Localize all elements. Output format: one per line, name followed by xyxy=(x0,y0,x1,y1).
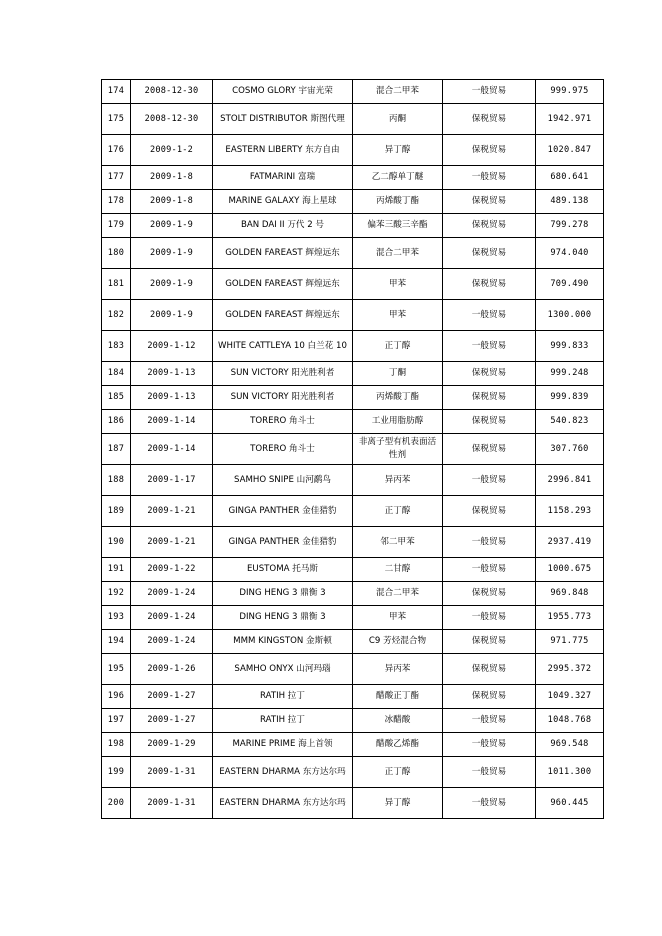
cargo-name-cell: 异丙苯 xyxy=(353,465,443,496)
cargo-name-cell: 甲苯 xyxy=(353,269,443,300)
cargo-name-cell: 丙酮 xyxy=(353,104,443,135)
table-row xyxy=(102,135,604,166)
date-cell: 2008-12-30 xyxy=(131,104,213,135)
row-number-cell: 199 xyxy=(102,757,131,788)
trade-type-cell: 一般贸易 xyxy=(443,80,536,104)
cargo-name-cell: 混合二甲苯 xyxy=(353,238,443,269)
cargo-name-cell: 丙烯酸丁酯 xyxy=(353,386,443,410)
trade-type-cell: 保税贸易 xyxy=(443,630,536,654)
table-row xyxy=(102,709,604,733)
date-cell: 2009-1-17 xyxy=(131,465,213,496)
vessel-name-cell: WHITE CATTLEYA 10 白兰花 10 xyxy=(213,331,353,362)
row-number-cell: 196 xyxy=(102,685,131,709)
row-number-cell: 178 xyxy=(102,190,131,214)
amount-cell: 307.760 xyxy=(536,434,604,465)
date-cell: 2009-1-9 xyxy=(131,238,213,269)
table-row xyxy=(102,434,604,465)
vessel-name-cell: DING HENG 3 鼎衡 3 xyxy=(213,606,353,630)
date-cell: 2009-1-12 xyxy=(131,331,213,362)
date-cell: 2009-1-31 xyxy=(131,788,213,819)
row-number-cell: 176 xyxy=(102,135,131,166)
trade-type-cell: 保税贸易 xyxy=(443,654,536,685)
vessel-name-cell: EASTERN DHARMA 东方达尔玛 xyxy=(213,757,353,788)
vessel-name-cell: DING HENG 3 鼎衡 3 xyxy=(213,582,353,606)
amount-cell: 2996.841 xyxy=(536,465,604,496)
cargo-name-cell: 醋酸乙烯酯 xyxy=(353,733,443,757)
row-number-cell: 200 xyxy=(102,788,131,819)
trade-type-cell: 保税贸易 xyxy=(443,386,536,410)
trade-type-cell: 保税贸易 xyxy=(443,685,536,709)
vessel-name-cell: SUN VICTORY 阳光胜利者 xyxy=(213,362,353,386)
date-cell: 2009-1-21 xyxy=(131,496,213,527)
date-cell: 2009-1-24 xyxy=(131,582,213,606)
table-row xyxy=(102,166,604,190)
cargo-name-cell: 混合二甲苯 xyxy=(353,582,443,606)
table-row xyxy=(102,300,604,331)
vessel-name-cell: SAMHO SNIPE 山河鹬鸟 xyxy=(213,465,353,496)
trade-type-cell: 一般贸易 xyxy=(443,709,536,733)
table-row xyxy=(102,606,604,630)
date-cell: 2009-1-9 xyxy=(131,214,213,238)
amount-cell: 2937.419 xyxy=(536,527,604,558)
trade-type-cell: 保税贸易 xyxy=(443,362,536,386)
cargo-name-cell: 甲苯 xyxy=(353,300,443,331)
row-number-cell: 185 xyxy=(102,386,131,410)
trade-type-cell: 保税贸易 xyxy=(443,135,536,166)
table-row xyxy=(102,386,604,410)
cargo-name-cell: 异丁醇 xyxy=(353,788,443,819)
vessel-name-cell: RATIH 拉丁 xyxy=(213,709,353,733)
row-number-cell: 189 xyxy=(102,496,131,527)
vessel-name-cell: GINGA PANTHER 金佳猎豹 xyxy=(213,527,353,558)
cargo-name-cell: 正丁醇 xyxy=(353,496,443,527)
cargo-name-cell: 甲苯 xyxy=(353,606,443,630)
trade-type-cell: 一般贸易 xyxy=(443,788,536,819)
amount-cell: 969.548 xyxy=(536,733,604,757)
vessel-name-cell: COSMO GLORY 宇宙光荣 xyxy=(213,80,353,104)
trade-type-cell: 一般贸易 xyxy=(443,757,536,788)
table-row xyxy=(102,331,604,362)
vessel-name-cell: SUN VICTORY 阳光胜利者 xyxy=(213,386,353,410)
date-cell: 2009-1-29 xyxy=(131,733,213,757)
table-row xyxy=(102,269,604,300)
cargo-name-cell: 正丁醇 xyxy=(353,757,443,788)
table-row xyxy=(102,733,604,757)
cargo-name-cell: 丁酮 xyxy=(353,362,443,386)
row-number-cell: 195 xyxy=(102,654,131,685)
date-cell: 2009-1-8 xyxy=(131,190,213,214)
cargo-name-cell: 工业用脂肪醇 xyxy=(353,410,443,434)
vessel-name-cell: MARINE PRIME 海上首领 xyxy=(213,733,353,757)
table-row xyxy=(102,757,604,788)
row-number-cell: 192 xyxy=(102,582,131,606)
cargo-name-cell: 醋酸正丁酯 xyxy=(353,685,443,709)
date-cell: 2009-1-14 xyxy=(131,410,213,434)
amount-cell: 1158.293 xyxy=(536,496,604,527)
vessel-name-cell: GOLDEN FAREAST 辉煌远东 xyxy=(213,269,353,300)
date-cell: 2009-1-31 xyxy=(131,757,213,788)
trade-type-cell: 一般贸易 xyxy=(443,733,536,757)
date-cell: 2009-1-2 xyxy=(131,135,213,166)
table-row xyxy=(102,685,604,709)
cargo-name-cell: 异丁醇 xyxy=(353,135,443,166)
date-cell: 2009-1-13 xyxy=(131,386,213,410)
table-row xyxy=(102,788,604,819)
table-row xyxy=(102,410,604,434)
table-row xyxy=(102,104,604,135)
table-row xyxy=(102,558,604,582)
vessel-name-cell: RATIH 拉丁 xyxy=(213,685,353,709)
row-number-cell: 197 xyxy=(102,709,131,733)
row-number-cell: 180 xyxy=(102,238,131,269)
amount-cell: 960.445 xyxy=(536,788,604,819)
date-cell: 2009-1-14 xyxy=(131,434,213,465)
vessel-name-cell: EASTERN LIBERTY 东方自由 xyxy=(213,135,353,166)
amount-cell: 799.278 xyxy=(536,214,604,238)
amount-cell: 709.490 xyxy=(536,269,604,300)
row-number-cell: 177 xyxy=(102,166,131,190)
vessel-name-cell: BAN DAI II 万代 2 号 xyxy=(213,214,353,238)
trade-type-cell: 一般贸易 xyxy=(443,527,536,558)
table-row xyxy=(102,214,604,238)
cargo-name-cell: 偏苯三酸三辛酯 xyxy=(353,214,443,238)
cargo-name-cell: 丙烯酸丁酯 xyxy=(353,190,443,214)
date-cell: 2009-1-21 xyxy=(131,527,213,558)
cargo-name-cell: 冰醋酸 xyxy=(353,709,443,733)
amount-cell: 1011.300 xyxy=(536,757,604,788)
date-cell: 2009-1-9 xyxy=(131,300,213,331)
amount-cell: 999.248 xyxy=(536,362,604,386)
amount-cell: 489.138 xyxy=(536,190,604,214)
row-number-cell: 174 xyxy=(102,80,131,104)
amount-cell: 969.848 xyxy=(536,582,604,606)
cargo-name-cell: 邻二甲苯 xyxy=(353,527,443,558)
cargo-name-cell: 非离子型有机表面活性剂 xyxy=(353,434,443,465)
date-cell: 2009-1-24 xyxy=(131,630,213,654)
trade-type-cell: 保税贸易 xyxy=(443,582,536,606)
trade-type-cell: 保税贸易 xyxy=(443,496,536,527)
date-cell: 2009-1-27 xyxy=(131,709,213,733)
table-row xyxy=(102,527,604,558)
vessel-name-cell: EUSTOMA 托马斯 xyxy=(213,558,353,582)
cargo-name-cell: 乙二醇单丁醚 xyxy=(353,166,443,190)
amount-cell: 680.641 xyxy=(536,166,604,190)
row-number-cell: 186 xyxy=(102,410,131,434)
vessel-name-cell: TORERO 角斗士 xyxy=(213,434,353,465)
date-cell: 2008-12-30 xyxy=(131,80,213,104)
amount-cell: 999.833 xyxy=(536,331,604,362)
table-row xyxy=(102,654,604,685)
trade-type-cell: 一般贸易 xyxy=(443,558,536,582)
table-row xyxy=(102,80,604,104)
row-number-cell: 182 xyxy=(102,300,131,331)
amount-cell: 2995.372 xyxy=(536,654,604,685)
row-number-cell: 194 xyxy=(102,630,131,654)
row-number-cell: 198 xyxy=(102,733,131,757)
trade-type-cell: 一般贸易 xyxy=(443,166,536,190)
row-number-cell: 187 xyxy=(102,434,131,465)
vessel-name-cell: TORERO 角斗士 xyxy=(213,410,353,434)
date-cell: 2009-1-26 xyxy=(131,654,213,685)
row-number-cell: 184 xyxy=(102,362,131,386)
cargo-record-table xyxy=(101,79,604,819)
amount-cell: 1020.847 xyxy=(536,135,604,166)
trade-type-cell: 保税贸易 xyxy=(443,410,536,434)
date-cell: 2009-1-27 xyxy=(131,685,213,709)
cargo-name-cell: 异丙苯 xyxy=(353,654,443,685)
table-row xyxy=(102,630,604,654)
trade-type-cell: 一般贸易 xyxy=(443,606,536,630)
date-cell: 2009-1-24 xyxy=(131,606,213,630)
trade-type-cell: 保税贸易 xyxy=(443,214,536,238)
vessel-name-cell: SAMHO ONYX 山河玛瑙 xyxy=(213,654,353,685)
table-row xyxy=(102,190,604,214)
cargo-name-cell: 混合二甲苯 xyxy=(353,80,443,104)
amount-cell: 540.823 xyxy=(536,410,604,434)
cargo-name-cell: C9 芳烃混合物 xyxy=(353,630,443,654)
amount-cell: 974.040 xyxy=(536,238,604,269)
amount-cell: 1000.675 xyxy=(536,558,604,582)
trade-type-cell: 一般贸易 xyxy=(443,465,536,496)
table-body xyxy=(102,80,604,819)
amount-cell: 1942.971 xyxy=(536,104,604,135)
table-row xyxy=(102,496,604,527)
amount-cell: 1955.773 xyxy=(536,606,604,630)
vessel-name-cell: FATMARINI 富瑞 xyxy=(213,166,353,190)
date-cell: 2009-1-13 xyxy=(131,362,213,386)
table-row xyxy=(102,582,604,606)
amount-cell: 1300.000 xyxy=(536,300,604,331)
vessel-name-cell: GINGA PANTHER 金佳猎豹 xyxy=(213,496,353,527)
row-number-cell: 183 xyxy=(102,331,131,362)
date-cell: 2009-1-9 xyxy=(131,269,213,300)
date-cell: 2009-1-22 xyxy=(131,558,213,582)
row-number-cell: 188 xyxy=(102,465,131,496)
amount-cell: 999.839 xyxy=(536,386,604,410)
date-cell: 2009-1-8 xyxy=(131,166,213,190)
vessel-name-cell: GOLDEN FAREAST 辉煌远东 xyxy=(213,300,353,331)
table-row xyxy=(102,362,604,386)
trade-type-cell: 保税贸易 xyxy=(443,104,536,135)
vessel-name-cell: EASTERN DHARMA 东方达尔玛 xyxy=(213,788,353,819)
row-number-cell: 191 xyxy=(102,558,131,582)
cargo-name-cell: 二甘醇 xyxy=(353,558,443,582)
vessel-name-cell: MMM KINGSTON 金斯顿 xyxy=(213,630,353,654)
cargo-name-cell: 正丁醇 xyxy=(353,331,443,362)
vessel-name-cell: MARINE GALAXY 海上星球 xyxy=(213,190,353,214)
trade-type-cell: 保税贸易 xyxy=(443,434,536,465)
table-row xyxy=(102,465,604,496)
row-number-cell: 181 xyxy=(102,269,131,300)
row-number-cell: 193 xyxy=(102,606,131,630)
trade-type-cell: 保税贸易 xyxy=(443,190,536,214)
vessel-name-cell: GOLDEN FAREAST 辉煌远东 xyxy=(213,238,353,269)
amount-cell: 1048.768 xyxy=(536,709,604,733)
trade-type-cell: 一般贸易 xyxy=(443,300,536,331)
trade-type-cell: 保税贸易 xyxy=(443,269,536,300)
amount-cell: 1049.327 xyxy=(536,685,604,709)
vessel-name-cell: STOLT DISTRIBUTOR 斯图代理 xyxy=(213,104,353,135)
row-number-cell: 175 xyxy=(102,104,131,135)
row-number-cell: 190 xyxy=(102,527,131,558)
row-number-cell: 179 xyxy=(102,214,131,238)
table-row xyxy=(102,238,604,269)
trade-type-cell: 保税贸易 xyxy=(443,238,536,269)
amount-cell: 971.775 xyxy=(536,630,604,654)
trade-type-cell: 一般贸易 xyxy=(443,331,536,362)
amount-cell: 999.975 xyxy=(536,80,604,104)
